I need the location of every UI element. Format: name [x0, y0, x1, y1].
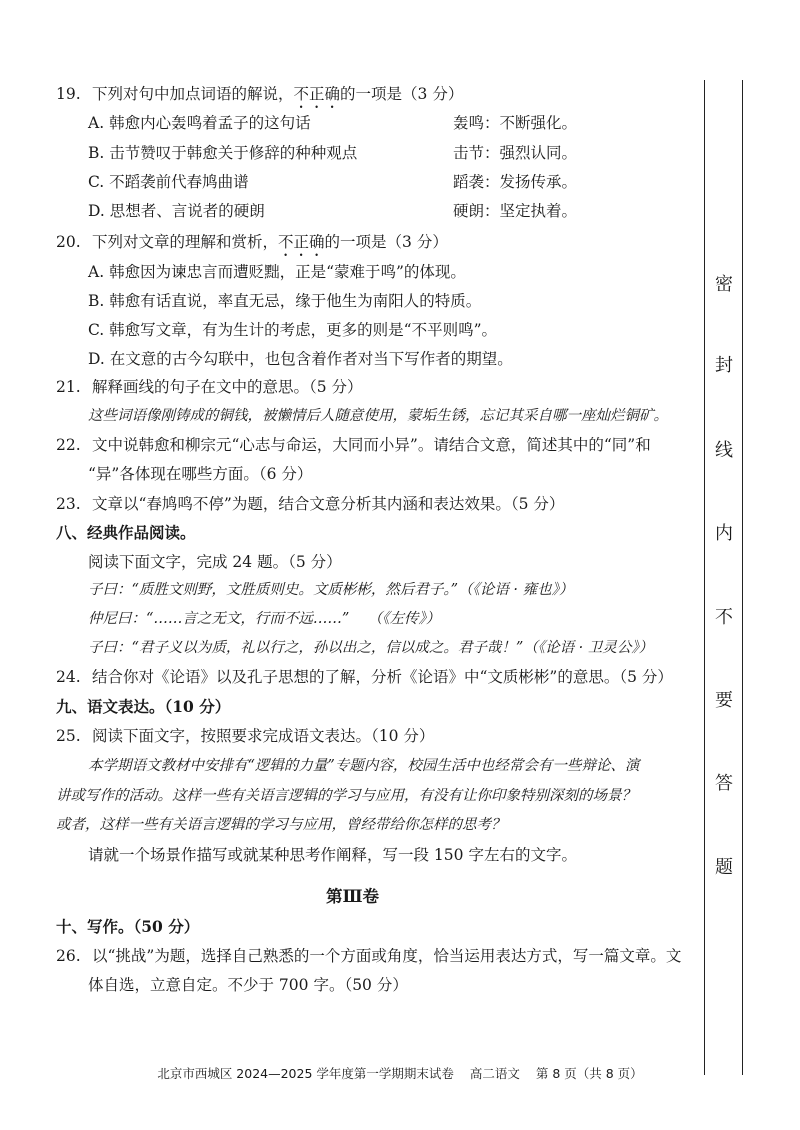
- section-8-intro: 阅读下面文字，完成 24 题。（5 分）: [88, 553, 342, 571]
- volume-3-title: 第Ⅲ卷: [325, 887, 380, 906]
- section-8-heading: 八、经典作品阅读。: [56, 523, 196, 542]
- footer-subject: 高二语文: [469, 1066, 520, 1081]
- emphasis-not-correct: 不正确: [293, 85, 341, 103]
- section-9-heading: 九、语文表达。（10 分）: [56, 697, 231, 716]
- footer-exam-title: 北京市西城区 2024—2025 学年度第一学期期末试卷: [157, 1066, 454, 1081]
- q25-passage-line2: 讲或写作的活动。这样一些有关语言逻辑的学习与应用，有没有让你印象特别深刻的场景？: [56, 788, 636, 804]
- q20-option-d: D. 在文意的古今勾联中，也包含着作者对当下写作者的期望。: [88, 350, 513, 368]
- seal-char: 题: [715, 857, 733, 878]
- question-26-line1: 26. 以“挑战”为题，选择自己熟悉的一个方面或角度，恰当运用表达方式，写一篇文章。文: [56, 947, 682, 965]
- classic-quote-1: 子曰：“质胜文则野，文胜质则史。文质彬彬，然后君子。”（《论语 · 雍也》）: [88, 582, 574, 598]
- seal-line-right: [742, 80, 743, 1075]
- question-23-stem: 23. 文章以“春鸠鸣不停”为题，结合文意分析其内涵和表达效果。（5 分）: [56, 495, 565, 513]
- seal-char: 内: [715, 523, 733, 544]
- classic-quote-2: 仲尼曰：“……言之无文，行而不远……” （《左传》）: [88, 611, 441, 627]
- q20-option-b: B. 韩愈有话直说，率直无忌，缘于他生为南阳人的特质。: [88, 292, 482, 310]
- q20-option-c: C. 韩愈写文章，有为生计的考虑，更多的则是“不平则鸣”。: [88, 321, 498, 339]
- question-number: 19.: [56, 85, 81, 103]
- exam-page: 19. 下列对句中加点词语的解说，不正确的一项是（3 分） A. 韩愈内心轰鸣着孟子的这句话 轰鸣：不断强化。 B. 击节赞叹于韩愈关于修辞的种种观点 击节：强烈认同。 C. 不蹈袭前代春鸠曲谱 蹈袭：发扬传承。 D. 思想者、言说者的硬朗 硬朗：坚定执着。 20. 下列对文章的理解和赏析，不正确的一项是（3 分） A. 韩愈因为谏忠言而遭贬黜，正是“蒙难于鸣”的体现。 B. 韩愈有话直说，率直无忌，缘于他生为南阳人的特质。 C. 韩愈写文章，有为生计的考虑，更多的则是“不平则鸣”。 D. 在文意的古今勾联中，也包含着作者对当下写作者的期望。 21. 解释画线的句子在文中的意思。（5 分） 这些词语像刚铸成的铜钱，被懒情后人随意使用，蒙垢生锈，忘记其采自哪一座灿烂铜矿。 22. 文中说韩愈和柳宗元“心志与命运，大同而小异”。请结合文意，简述其中的“同”和 “异”各体现在哪些方面。（6 分） 23. 文章以“春鸠鸣不停”为题，结合文意分析其内涵和表达效果。（5 分） 八、经典作品阅读。 阅读下面文字，完成 24 题。（5 分） 子曰：“质胜文则野，文胜质则史。文质彬彬，然后君子。”（《论语 · 雍也》） 仲尼曰：“……言之无文，行而不远……” （《左传》） 子曰：“君子义以为质，礼以行之，孙以出之，信以成之。君子哉！”（《论语 · 卫灵公》） 24. 结合你对《论语》以及孔子思想的了解，分析《论语》中“文质彬彬”的意思。（5 分） 九、语文表达。（10 分） 25. 阅读下面文字，按照要求完成语文表达。（10 分） 本学期语文教材中安排有“逻辑的力量”专题内容，校园生活中也经常会有一些辩论、演 讲或写作的活动。这样一些有关语言逻辑的学习与应用，有没有让你印象特别深刻的场景？ 或者，这样一些有关语言逻辑的学习与应用，曾经带给你怎样的思考？ 请就一个场景作描写或就某种思考作阐释，写一段 150 字左右的文字。 第Ⅲ卷 十、写作。（50 分） 26. 以“挑战”为题，选择自己熟悉的一个方面或角度，恰当运用表达方式，写一篇文章。文 体自选，立意自定。不少于 700 字。（50 分） 密 封 线 内 不 要 答 题 北京市西城区 2024—2025 学年度第一学期期末试卷 高二语文 第 8 页（共 8 页）: [0, 0, 800, 1130]
- question-19-stem: 19. 下列对句中加点词语的解说，不正确的一项是（3 分）: [56, 85, 464, 103]
- question-22-line2: “异”各体现在哪些方面。（6 分）: [88, 465, 313, 483]
- classic-quote-3: 子曰：“君子义以为质，礼以行之，孙以出之，信以成之。君子哉！”（《论语 · 卫灵公》）: [88, 640, 654, 656]
- seal-line-left: [704, 80, 705, 1075]
- question-21-quote: 这些词语像刚铸成的铜钱，被懒情后人随意使用，蒙垢生锈，忘记其采自哪一座灿烂铜矿。: [88, 408, 668, 424]
- page-footer: [0, 1064, 800, 1082]
- q20-option-a: A. 韩愈因为谏忠言而遭贬黜，正是“蒙难于鸣”的体现。: [88, 263, 466, 281]
- question-26-line2: 体自选，立意自定。不少于 700 字。（50 分）: [88, 976, 408, 994]
- question-20-stem: 20. 下列对文章的理解和赏析，不正确的一项是（3 分）: [56, 233, 448, 251]
- seal-char: 线: [715, 440, 733, 461]
- q25-task: 请就一个场景作描写或就某种思考作阐释，写一段 150 字左右的文字。: [88, 846, 577, 864]
- q25-passage-line3: 或者，这样一些有关语言逻辑的学习与应用，曾经带给你怎样的思考？: [56, 817, 506, 833]
- question-22-line1: 22. 文中说韩愈和柳宗元“心志与命运，大同而小异”。请结合文意，简述其中的“同”和: [56, 436, 651, 454]
- question-21-stem: 21. 解释画线的句子在文中的意思。（5 分）: [56, 378, 363, 396]
- seal-char: 不: [715, 607, 733, 628]
- section-10-heading: 十、写作。（50 分）: [56, 917, 200, 936]
- seal-char: 答: [715, 773, 733, 794]
- q25-passage-line1: 本学期语文教材中安排有“逻辑的力量”专题内容，校园生活中也经常会有一些辩论、演: [88, 758, 640, 774]
- question-25-stem: 25. 阅读下面文字，按照要求完成语文表达。（10 分）: [56, 727, 435, 745]
- seal-char: 要: [715, 690, 733, 711]
- footer-page-number: 第 8 页（共 8 页）: [535, 1066, 643, 1081]
- question-24-stem: 24. 结合你对《论语》以及孔子思想的了解，分析《论语》中“文质彬彬”的意思。（5 分）: [56, 668, 673, 686]
- seal-char: 密: [715, 274, 733, 295]
- seal-char: 封: [715, 355, 733, 376]
